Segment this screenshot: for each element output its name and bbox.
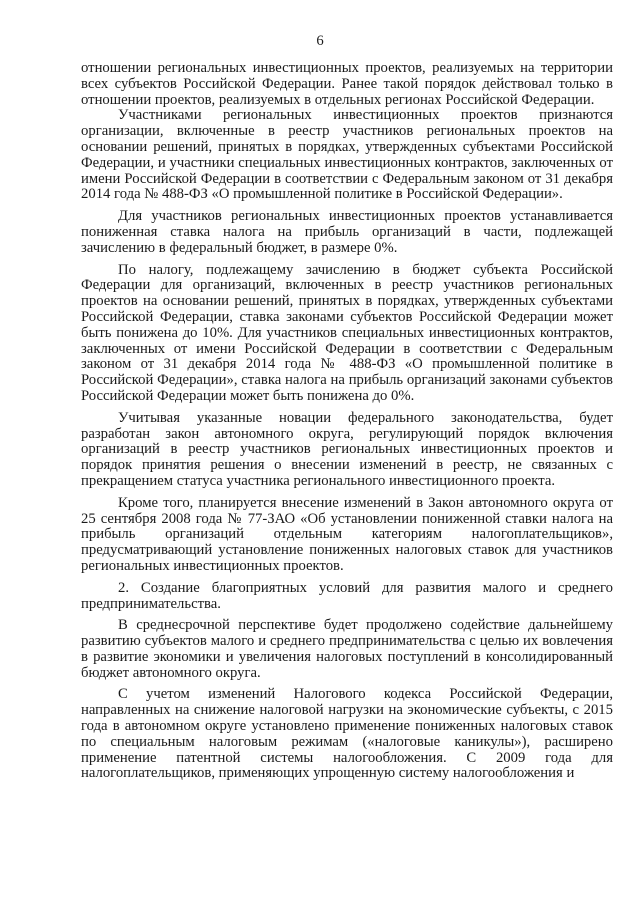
document-body	[81, 61, 613, 782]
paragraph-law-amendments: Кроме того, планируется внесение изменений в Закон автономного округа от 25 сентября 2008 года № 77-ЗАО «Об установлении пониженной ставки налога на прибыль организаций отдельным категориям налогоплательщиков», предусматривающий установление пониженных налоговых ставок для участников региональных инвестиционных проектов.	[81, 494, 613, 574]
paragraph-small-business-heading: 2. Создание благоприятных условий для развития малого и среднего предпринимательства.	[81, 579, 613, 612]
paragraph-continuation: отношении региональных инвестиционных проектов, реализуемых на территории всех субъектов Российской Федерации. Ранее такой порядок действовал только в отношении проектов, реализуемых в отдельных регионах Российской Федерации.	[81, 60, 613, 108]
paragraph-tax-code-changes: С учетом изменений Налогового кодекса Российской Федерации, направленных на снижение налоговой нагрузки на экономические субъекты, с 2015 года в автономном округе установлено применение пониженных налоговых ставок по специальным налоговым режимам («налоговые каникулы»), расширено применение патентной системы налогообложения. С 2009 года для налогоплательщиков, применяющих упрощенную систему налогообложения и	[81, 686, 613, 782]
paragraph-regional-rate: По налогу, подлежащему зачислению в бюджет субъекта Российской Федерации для организаций, включенных в реестр участников региональных проектов на основании решений, принятых в порядках, утвержденных субъектами Российской Федерации, ставка законами субъектов Российской Федерации может быть понижена до 10%. Для участников специальных инвестиционных контрактов, заключенных от имени Российской Федерации в соответствии с Федеральным законом от 31 декабря 2014 года № 488-ФЗ «О промышленной политике в Российской Федерации», ставка налога на прибыль организаций законами субъектов Российской Федерации может быть понижена до 0%.	[81, 261, 613, 404]
paragraph-federal-rate: Для участников региональных инвестиционных проектов устанавливается пониженная ставка налога на прибыль организаций в части, подлежащей зачислению в федеральный бюджет, в размере 0%.	[81, 208, 613, 256]
paragraph-small-business-support: В среднесрочной перспективе будет продолжено содействие дальнейшему развитию субъектов малого и среднего предпринимательства с целью их вовлечения в развитие экономики и увеличения налоговых поступлений в консолидированный бюджет автономного округа.	[81, 617, 613, 681]
paragraph-participants-definition: Участниками региональных инвестиционных проектов признаются организации, включенные в реестр участников региональных проектов на основании решений, принятых в порядках, утвержденных субъектами Российской Федерации, и участники специальных инвестиционных контрактов, заключенных от имени Российской Федерации в соответствии с Федеральным законом от 31 декабря 2014 года № 488-ФЗ «О промышленной политике в Российской Федерации».	[81, 107, 613, 203]
paragraph-new-law: Учитывая указанные новации федерального законодательства, будет разработан закон автономного округа, регулирующий порядок включения организаций в реестр участников региональных инвестиционных проектов и порядок принятия решения о внесении изменений в реестр, не связанных с прекращением статуса участника регионального инвестиционного проекта.	[81, 409, 613, 489]
page-number: 6	[316, 33, 324, 49]
